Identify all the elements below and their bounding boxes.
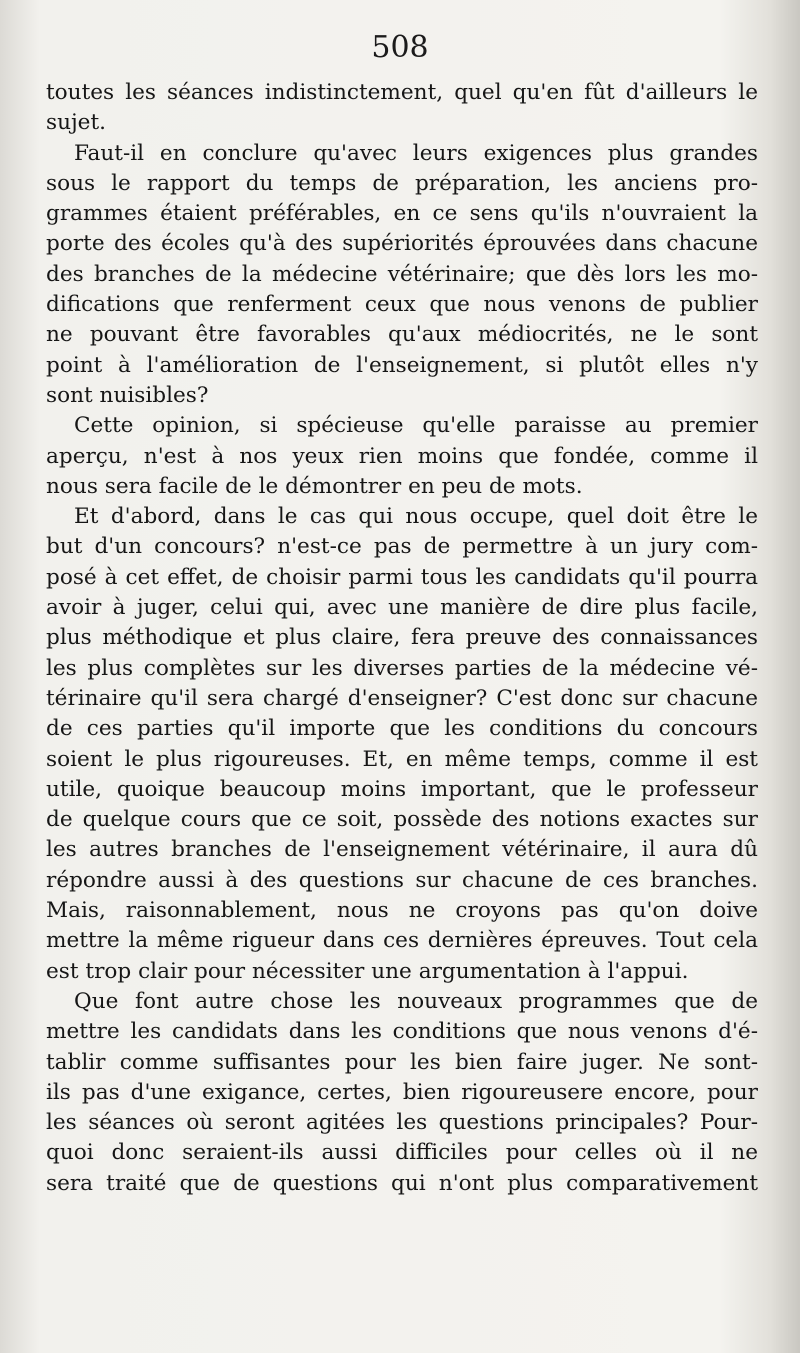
text-line: soient le plus rigoureuses. Et, en même temps, comme il est [46,746,758,772]
body-text [46,78,758,1199]
text-line: les autres branches de l'enseignement vétérinaire, il aura dû [46,837,758,863]
text-line: térinaire qu'il sera chargé d'enseigner? C'est donc sur chacune [46,685,758,711]
text-line: nous sera facile de le démontrer en peu de mots. [46,473,583,499]
text-line: sera traité que de questions qui n'ont plus comparativement [46,1170,758,1196]
text-line: but d'un concours? n'est-ce pas de permettre à un jury com- [46,534,758,560]
text-line: posé à cet effet, de choisir parmi tous les candidats qu'il pourra [46,564,758,590]
text-line: de quelque cours que ce soit, possède des notions exactes sur [46,807,758,833]
text-line: tablir comme suffisantes pour les bien faire juger. Ne sont- [46,1049,758,1075]
text-line: sont nuisibles? [46,382,209,408]
text-line: les séances où seront agitées les questions principales? Pour- [46,1110,758,1136]
text-line: toutes les séances indistinctement, quel qu'en fût d'ailleurs le [46,80,758,105]
text-line: point à l'amélioration de l'enseignement, si plutôt elles n'y [46,352,758,378]
text-line: est trop clair pour nécessiter une argumentation à l'appui. [46,958,689,984]
text-line: ils pas d'une exigance, certes, bien rigoureusere encore, pour [46,1079,758,1105]
text-line: Cette opinion, si spécieuse qu'elle paraisse au premier [74,413,758,439]
text-line: sous le rapport du temps de préparation, les anciens pro- [46,170,758,196]
text-line: Faut-il en conclure qu'avec leurs exigences plus grandes [74,140,758,166]
text-line: sujet. [46,110,107,136]
text-line: Mais, raisonnablement, nous ne croyons pas qu'on doive [46,898,758,924]
text-line: mettre les candidats dans les conditions que nous venons d'é- [46,1019,758,1045]
text-line: Que font autre chose les nouveaux programmes que de [74,988,758,1014]
text-line: aperçu, n'est à nos yeux rien moins que fondée, comme il [46,443,758,469]
text-line: de ces parties qu'il importe que les conditions du concours [46,716,758,742]
text-line: grammes étaient préférables, en ce sens qu'ils n'ouvraient la [46,201,758,227]
text-line: les plus complètes sur les diverses parties de la médecine vé- [46,655,758,681]
text-line: utile, quoique beaucoup moins important, que le professeur [46,776,758,802]
text-line: difications que renferment ceux que nous venons de publier [46,292,758,318]
text-line: quoi donc seraient-ils aussi difficiles pour celles où il ne [46,1140,758,1166]
text-line: des branches de la médecine vétérinaire; que dès lors les mo- [46,261,758,287]
text-line: mettre la même rigueur dans ces dernières épreuves. Tout cela [46,928,758,954]
text-line: porte des écoles qu'à des supériorités éprouvées dans chacune [46,231,758,257]
page-number: 508 [371,30,429,65]
text-line: plus méthodique et plus claire, fera preuve des connaissances [46,625,758,651]
text-line: répondre aussi à des questions sur chacune de ces branches. [46,867,758,893]
text-line: Et d'abord, dans le cas qui nous occupe, quel doit être le [74,504,758,530]
text-line: avoir à juger, celui qui, avec une manière de dire plus facile, [46,595,758,621]
text-line: ne pouvant être favorables qu'aux médiocrités, ne le sont [46,322,758,348]
